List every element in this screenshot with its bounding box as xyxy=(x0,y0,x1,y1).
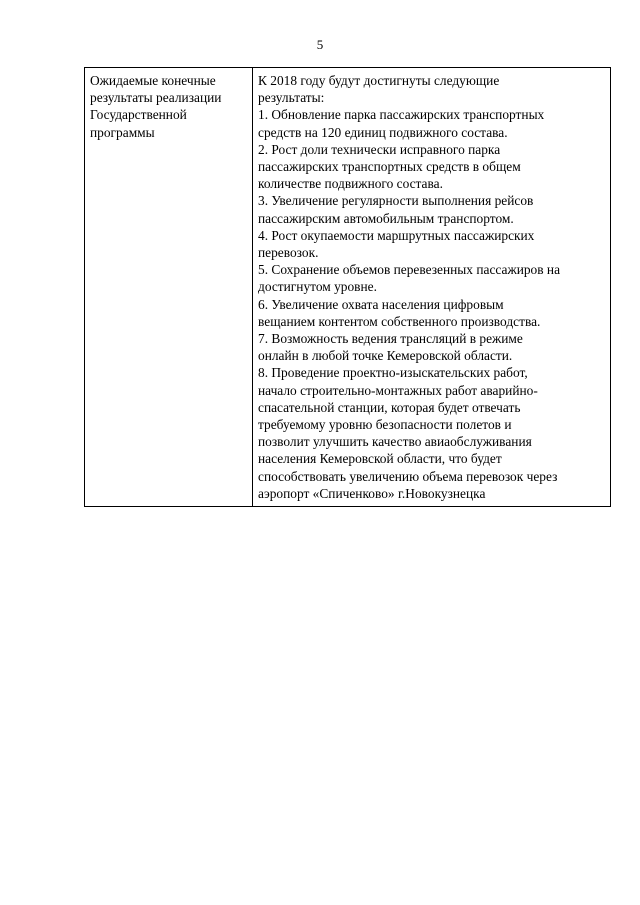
label-line: Государственной xyxy=(90,107,187,123)
content-cell xyxy=(253,68,611,507)
result-item-8-line: спасательной станции, которая будет отвечать xyxy=(258,399,521,415)
result-item-5-line: достигнутом уровне. xyxy=(258,279,377,295)
result-item-1-line: 1. Обновление парка пассажирских транспортных xyxy=(258,107,545,123)
result-item-8-line: населения Кемеровской области, что будет xyxy=(258,451,502,467)
page-number: 5 xyxy=(316,37,324,52)
result-item-7-line: 7. Возможность ведения трансляций в режиме xyxy=(258,331,523,347)
intro-line: результаты: xyxy=(258,90,325,106)
result-item-1-line: средств на 120 единиц подвижного состава. xyxy=(258,124,508,140)
result-item-2-line: количестве подвижного состава. xyxy=(258,176,443,192)
label-line: Ожидаемые конечные xyxy=(90,73,216,88)
result-item-8-line: способствовать увеличению объема перевозок через xyxy=(258,468,558,484)
table-row xyxy=(85,68,611,507)
label-line: результаты реализации xyxy=(90,90,222,106)
label-line: программы xyxy=(90,124,155,140)
result-item-5-line: 5. Сохранение объемов перевезенных пассажиров на xyxy=(258,262,561,278)
result-item-4-line: перевозок. xyxy=(258,245,319,261)
result-item-6-line: 6. Увеличение охвата населения цифровым xyxy=(258,296,504,312)
result-item-8-line: позволит улучшить качество авиаобслуживания xyxy=(258,434,532,450)
result-item-3-line: пассажирским автомобильным транспортом. xyxy=(258,210,514,226)
result-item-2-line: пассажирских транспортных средств в общем xyxy=(258,159,521,175)
result-item-8-line: требуемому уровню безопасности полетов и xyxy=(258,417,512,433)
result-item-6-line: вещанием контентом собственного производства. xyxy=(258,313,541,329)
result-item-8-line: начало строительно-монтажных работ аварийно- xyxy=(258,382,538,398)
label-cell xyxy=(85,68,253,507)
result-item-4-line: 4. Рост окупаемости маршрутных пассажирских xyxy=(258,227,535,243)
result-item-7-line: онлайн в любой точке Кемеровской области. xyxy=(258,348,513,364)
results-table xyxy=(84,67,611,507)
result-item-2-line: 2. Рост доли технически исправного парка xyxy=(258,141,501,157)
result-item-8-line: 8. Проведение проектно-изыскательских работ, xyxy=(258,365,528,381)
result-item-8-line: аэропорт «Спиченково» г.Новокузнецка xyxy=(258,485,486,501)
intro-line: К 2018 году будут достигнуты следующие xyxy=(258,73,500,88)
result-item-3-line: 3. Увеличение регулярности выполнения рейсов xyxy=(258,193,534,209)
